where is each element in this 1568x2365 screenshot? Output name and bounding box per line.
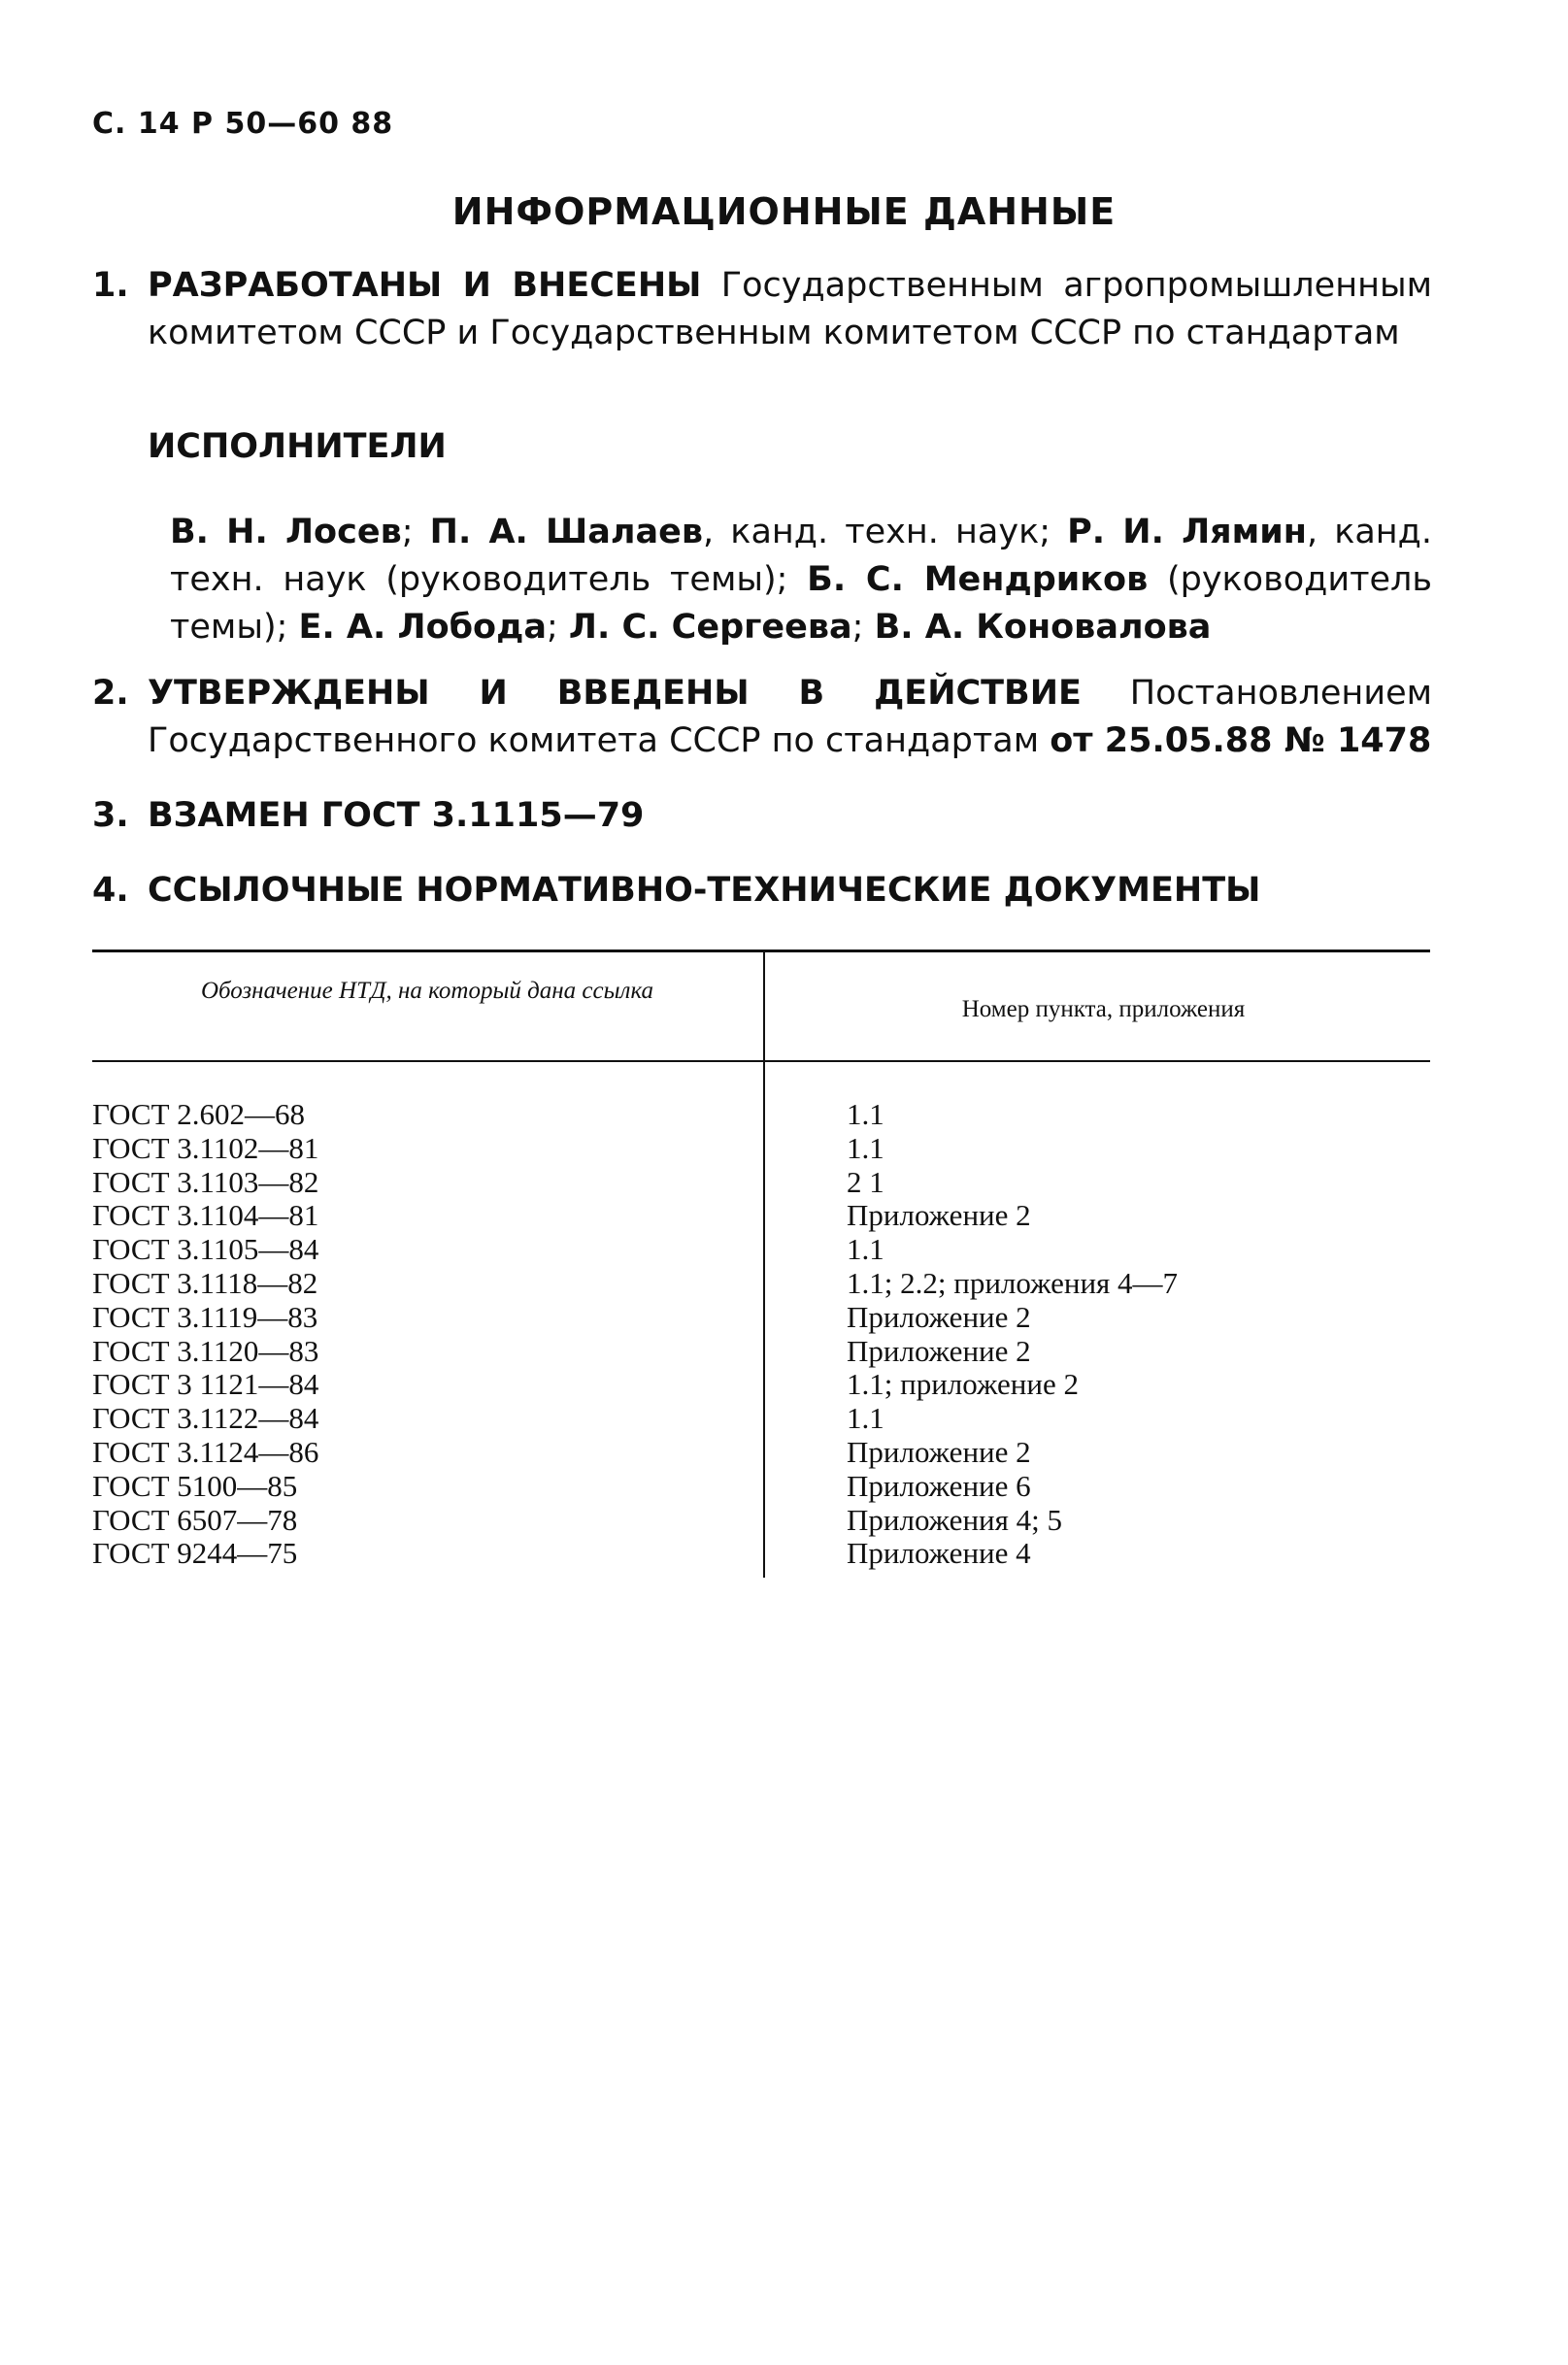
- table-column-documents: [92, 1098, 752, 1571]
- table-cell-section: Приложение 2: [847, 1333, 1031, 1368]
- table-cell-document: ГОСТ 3.1104—81: [92, 1198, 319, 1233]
- table-column-sections: [847, 1098, 1429, 1571]
- table-cell-section: Приложение 4: [847, 1536, 1031, 1571]
- table-cell-section: 2 1: [847, 1164, 884, 1199]
- table-cell-section: 1.1: [847, 1401, 884, 1436]
- table-cell-document: ГОСТ 3.1124—86: [92, 1434, 319, 1469]
- table-cell-document: ГОСТ 3.1105—84: [92, 1232, 319, 1267]
- table-cell-section: 1.1; 2.2; приложения 4—7: [847, 1265, 1179, 1300]
- executor-name: Б. С. Мендриков: [807, 560, 1149, 599]
- table-cell-section: Приложение 6: [847, 1468, 1031, 1503]
- executor-name: Л. С. Сергеева: [568, 608, 852, 647]
- executor-name: В. А. Коновалова: [874, 608, 1212, 647]
- table-cell-section: 1.1: [847, 1130, 884, 1165]
- executors-list: [170, 509, 1432, 651]
- table-cell-section: Приложения 4; 5: [847, 1502, 1062, 1537]
- item-text: Государственным агропромышленным комитетом СССР и Государственным комитетом СССР по стандартам: [148, 266, 1432, 352]
- table-cell-document: ГОСТ 3.1118—82: [92, 1265, 318, 1300]
- item-references: [92, 867, 1432, 915]
- table-cell-document: ГОСТ 3 1121—84: [92, 1367, 319, 1402]
- item-body: [148, 670, 1432, 765]
- item-number: 2.: [92, 674, 129, 713]
- table-column-divider: [763, 951, 765, 1578]
- executor-detail: , канд. техн. наук;: [703, 513, 1068, 551]
- table-cell-section: Приложение 2: [847, 1198, 1031, 1233]
- item-text: Постановлением Государственного комитета СССР по стандартам: [148, 674, 1433, 760]
- table-cell-document: ГОСТ 9244—75: [92, 1536, 298, 1571]
- item-lead: УТВЕРЖДЕНЫ И ВВЕДЕНЫ В ДЕЙСТВИЕ: [148, 674, 1082, 713]
- table-top-rule: [92, 949, 1430, 952]
- table-cell-document: ГОСТ 3.1119—83: [92, 1299, 318, 1334]
- table-cell-document: ГОСТ 6507—78: [92, 1502, 298, 1537]
- executor-name: Е. А. Лобода: [298, 608, 547, 647]
- page-header: С. 14 Р 50—60 88: [92, 107, 394, 141]
- item-date-ref: от 25.05.88 № 1478: [1050, 721, 1432, 760]
- table-cell-document: ГОСТ 2.602—68: [92, 1097, 306, 1131]
- executor-detail: (руководитель темы);: [170, 560, 1433, 647]
- table-cell-section: Приложение 2: [847, 1299, 1031, 1334]
- executor-detail: ;: [547, 608, 569, 647]
- table-cell-section: 1.1; приложение 2: [847, 1367, 1079, 1402]
- executor-name: Р. И. Лямин: [1067, 513, 1307, 551]
- table-header-section: Номер пункта, приложения: [961, 996, 1246, 1022]
- item-text: ВЗАМЕН ГОСТ 3.1115—79: [148, 796, 645, 835]
- table-header-document: Обозначение НТД, на который дана ссылка: [200, 978, 654, 1004]
- table-cell-document: ГОСТ 3.1102—81: [92, 1130, 319, 1165]
- item-number: 3.: [92, 796, 129, 835]
- item-developed: [92, 262, 1432, 357]
- table-cell-section: 1.1: [847, 1232, 884, 1267]
- executors-heading: ИСПОЛНИТЕЛИ: [148, 427, 447, 466]
- table-cell-section: Приложение 2: [847, 1434, 1031, 1469]
- table-cell-document: ГОСТ 3.1120—83: [92, 1333, 319, 1368]
- item-replaces: [92, 792, 1432, 840]
- item-text: ССЫЛОЧНЫЕ НОРМАТИВНО-ТЕХНИЧЕСКИЕ ДОКУМЕНТЫ: [148, 871, 1261, 910]
- executor-detail: ;: [401, 513, 430, 551]
- executor-name: П. А. Шалаев: [429, 513, 704, 551]
- table-header-rule: [92, 1060, 1430, 1062]
- executor-detail: ;: [851, 608, 875, 647]
- item-number: 1.: [92, 266, 129, 305]
- document-title: ИНФОРМАЦИОННЫЕ ДАННЫЕ: [451, 190, 1117, 233]
- item-number: 4.: [92, 871, 129, 910]
- table-cell-section: 1.1: [847, 1097, 884, 1131]
- item-body: [148, 262, 1432, 357]
- table-cell-document: ГОСТ 3.1122—84: [92, 1401, 319, 1436]
- table-cell-document: ГОСТ 5100—85: [92, 1468, 298, 1503]
- item-approved: [92, 670, 1432, 765]
- item-lead: РАЗРАБОТАНЫ И ВНЕСЕНЫ: [148, 266, 702, 305]
- table-cell-document: ГОСТ 3.1103—82: [92, 1164, 319, 1199]
- executor-name: В. Н. Лосев: [170, 513, 402, 551]
- executor-detail: , канд. техн. наук (руководитель темы);: [170, 513, 1432, 599]
